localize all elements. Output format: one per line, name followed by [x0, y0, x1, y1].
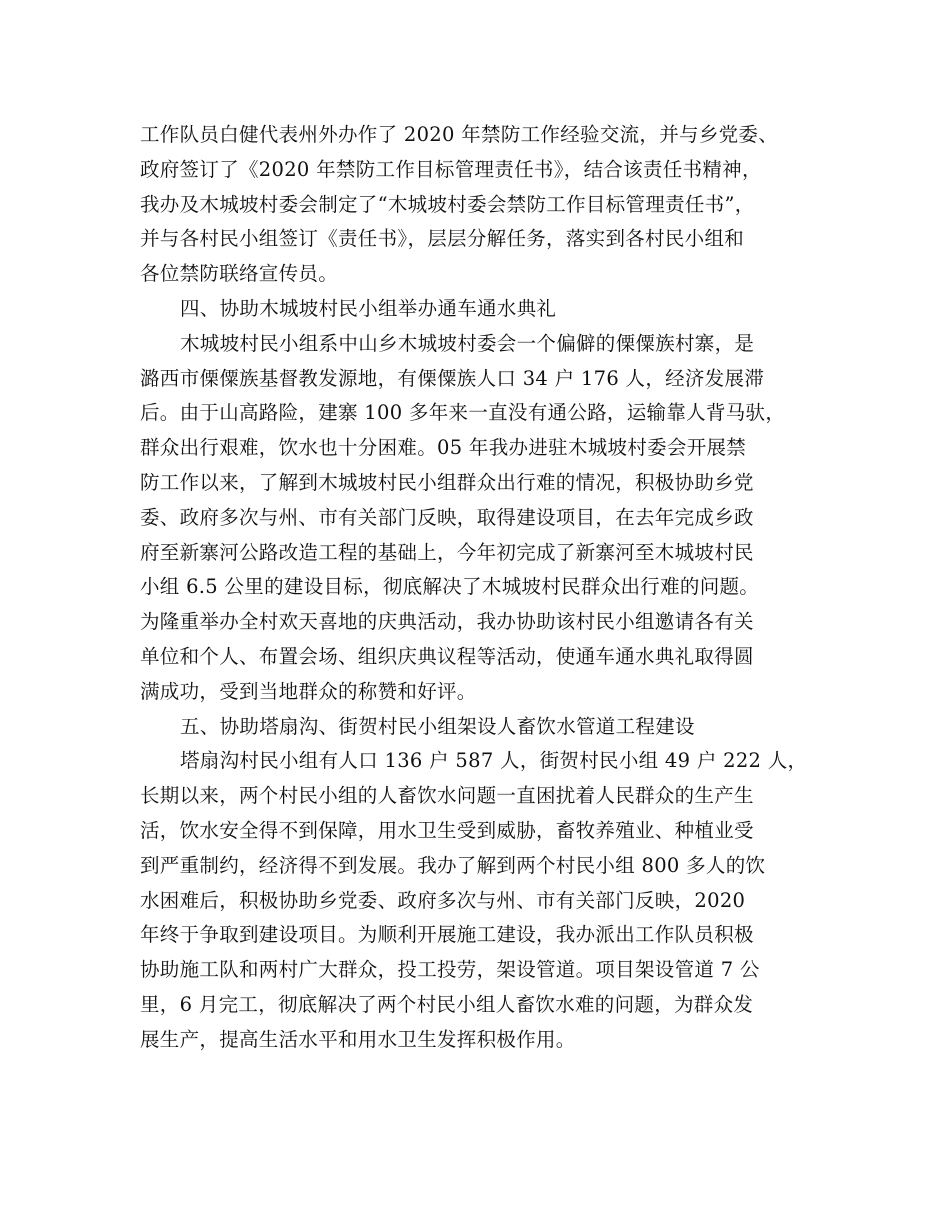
paragraph-line: 各位禁防联络宣传员。 — [140, 262, 339, 286]
paragraph-line: 委、政府多次与州、市有关部门反映，取得建设项目，在去年完成乡政 — [140, 505, 754, 529]
paragraph-line: 群众出行艰难，饮水也十分困难。05 年我办进驻木城坡村委会开展禁 — [140, 436, 747, 460]
paragraph-line: 水困难后，积极协助乡党委、政府多次与州、市有关部门反映，2020 — [140, 888, 746, 912]
paragraph-line: 我办及木城坡村委会制定了“木城坡村委会禁防工作目标管理责任书”， — [140, 192, 755, 216]
paragraph-line: 长期以来，两个村民小组的人畜饮水问题一直困扰着人民群众的生产生 — [140, 784, 754, 808]
paragraph-line: 满成功，受到当地群众的称赞和好评。 — [140, 679, 477, 703]
paragraph-line: 里，6 月完工，彻底解决了两个村民小组人畜饮水难的问题，为群众发 — [140, 992, 754, 1016]
paragraph-line: 单位和个人、布置会场、组织庆典议程等活动，使通车通水典礼取得圆 — [140, 644, 754, 668]
section-heading: 五、协助塔扇沟、街贺村民小组架设人畜饮水管道工程建设 — [180, 714, 695, 738]
paragraph-line: 并与各村民小组签订《责任书》，层层分解任务，落实到各村民小组和 — [140, 227, 745, 251]
document-body — [140, 118, 820, 1058]
paragraph-line: 塔扇沟村民小组有人口 136 户 587 人，街贺村民小组 49 户 222 人， — [180, 749, 808, 773]
paragraph-line: 活，饮水安全得不到保障，用水卫生受到威胁，畜牧养殖业、种植业受 — [140, 818, 754, 842]
paragraph-line: 政府签订了《2020 年禁防工作目标管理责任书》，结合该责任书精神， — [140, 157, 762, 181]
paragraph-line: 潞西市傈僳族基督教发源地，有傈僳族人口 34 户 176 人，经济发展滞 — [140, 366, 765, 390]
paragraph-line: 后。由于山高路险，建寨 100 多年来一直没有通公路，运输靠人背马驮， — [140, 401, 786, 425]
paragraph-line: 工作队员白健代表州外办作了 2020 年禁防工作经验交流，并与乡党委、 — [140, 123, 779, 146]
paragraph-line: 防工作以来，了解到木城坡村民小组群众出行难的情况，积极协助乡党 — [140, 470, 754, 494]
paragraph-line: 到严重制约，经济得不到发展。我办了解到两个村民小组 800 多人的饮 — [140, 853, 766, 877]
paragraph-line: 木城坡村民小组系中山乡木城坡村委会一个偏僻的傈僳族村寨，是 — [180, 331, 755, 355]
paragraph-line: 协助施工队和两村广大群众，投工投劳，架设管道。项目架设管道 7 公 — [140, 958, 760, 982]
paragraph-line: 府至新寨河公路改造工程的基础上，今年初完成了新寨河至木城坡村民 — [140, 540, 754, 564]
section-heading: 四、协助木城坡村民小组举办通车通水典礼 — [180, 296, 557, 320]
paragraph-line: 展生产，提高生活水平和用水卫生发挥积极作用。 — [140, 1027, 576, 1051]
paragraph-line: 年终于争取到建设项目。为顺利开展施工建设，我办派出工作队员积极 — [140, 923, 754, 947]
paragraph-line: 小组 6.5 公里的建设目标，彻底解决了木城坡村民群众出行难的问题。 — [140, 575, 760, 599]
paragraph-line: 为隆重举办全村欢天喜地的庆典活动，我办协助该村民小组邀请各有关 — [140, 610, 754, 634]
